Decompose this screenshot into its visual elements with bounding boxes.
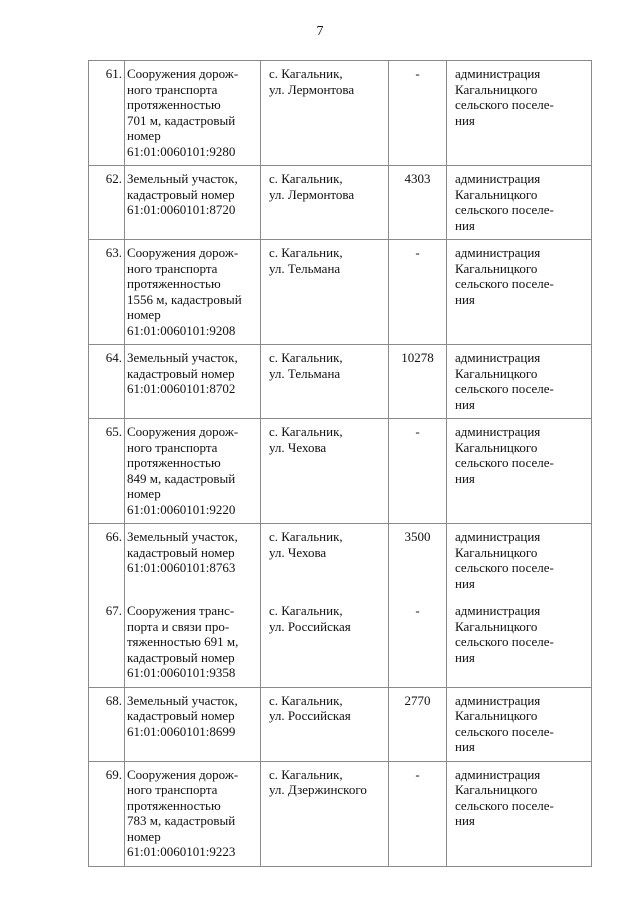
object-owner-line: сельского поселе- <box>455 276 554 291</box>
object-owner <box>447 166 592 240</box>
object-address-line: ул. Лермонтова <box>269 81 355 97</box>
object-address <box>261 524 389 598</box>
object-description-line: 61:01:0060101:9208 <box>127 322 236 338</box>
object-address <box>261 61 389 166</box>
object-address-line: с. Кагальник, <box>269 350 343 365</box>
object-area: 3500 <box>389 524 447 598</box>
object-area: - <box>389 761 447 866</box>
object-description-line: 849 м, кадастровый <box>127 470 236 486</box>
row-number: 69. <box>89 761 125 866</box>
object-owner <box>447 761 592 866</box>
table-row <box>89 61 592 166</box>
object-owner-line: администрация <box>455 245 541 260</box>
object-address-line: с. Кагальник, <box>269 766 343 782</box>
object-owner-line: ния <box>455 575 475 591</box>
object-address <box>261 166 389 240</box>
row-number: 61. <box>89 61 125 166</box>
row-number: 67. <box>89 598 125 688</box>
object-owner <box>447 345 592 419</box>
object-address-line: ул. Российская <box>269 708 351 723</box>
object-address <box>261 761 389 866</box>
object-description-line: протяженностью <box>127 97 221 112</box>
object-area: 2770 <box>389 687 447 761</box>
object-area: - <box>389 598 447 688</box>
object-description <box>125 61 261 166</box>
object-description-line: номер <box>127 307 161 322</box>
object-description-line: Сооружения дорож- <box>127 66 239 81</box>
object-owner-line: сельского поселе- <box>455 455 554 470</box>
object-owner-line: ния <box>455 396 475 412</box>
object-owner-line: администрация <box>455 350 541 365</box>
object-owner-line: ния <box>455 217 475 233</box>
object-description-line: Сооружения дорож- <box>127 766 239 782</box>
object-description-line: 701 м, кадастровый <box>127 112 236 128</box>
object-description-line: 61:01:0060101:9223 <box>127 844 236 859</box>
table-row <box>89 524 592 598</box>
object-description-line: Сооружения дорож- <box>127 424 239 439</box>
object-owner-line: Кагальницкого <box>455 260 538 276</box>
object-owner-line: администрация <box>455 171 541 186</box>
object-description-line: Земельный участок, <box>127 350 238 365</box>
object-address-line: ул. Тельмана <box>269 365 341 381</box>
object-description-line: 61:01:0060101:9220 <box>127 501 236 517</box>
object-address-line: с. Кагальник, <box>269 692 343 708</box>
object-owner <box>447 598 592 688</box>
object-owner-line: Кагальницкого <box>455 81 538 97</box>
object-address-line: ул. Дзержинского <box>269 782 367 797</box>
table-row <box>89 419 592 524</box>
table-row <box>89 166 592 240</box>
object-description-line: номер <box>127 486 161 501</box>
object-address-line: с. Кагальник, <box>269 529 343 544</box>
row-number: 65. <box>89 419 125 524</box>
object-address-line: с. Кагальник, <box>269 603 343 618</box>
object-description-line: протяженностью <box>127 797 221 813</box>
object-area: 10278 <box>389 345 447 419</box>
object-address-line: ул. Чехова <box>269 439 327 455</box>
property-registry-table <box>88 60 592 867</box>
object-address-line: ул. Лермонтова <box>269 186 355 202</box>
object-area: - <box>389 419 447 524</box>
object-owner-line: сельского поселе- <box>455 797 554 813</box>
object-area: - <box>389 240 447 345</box>
object-description-line: 61:01:0060101:8720 <box>127 202 236 217</box>
object-description-line: 61:01:0060101:8699 <box>127 723 236 739</box>
object-owner-line: Кагальницкого <box>455 544 538 560</box>
object-description-line: номер <box>127 828 161 844</box>
object-description-line: Земельный участок, <box>127 692 238 708</box>
object-address <box>261 345 389 419</box>
object-description-line: кадастровый номер <box>127 186 235 202</box>
object-description-line: протяженностью <box>127 455 221 470</box>
object-address <box>261 419 389 524</box>
object-owner-line: сельского поселе- <box>455 381 554 396</box>
object-description-line: ного транспорта <box>127 782 218 797</box>
object-description-line: протяженностью <box>127 276 221 291</box>
object-address-line: ул. Чехова <box>269 544 327 560</box>
table-row <box>89 687 592 761</box>
object-description <box>125 524 261 598</box>
row-number: 68. <box>89 687 125 761</box>
object-description-line: ного транспорта <box>127 81 218 97</box>
table-row <box>89 598 592 688</box>
object-owner-line: сельского поселе- <box>455 723 554 739</box>
row-number: 64. <box>89 345 125 419</box>
object-description <box>125 761 261 866</box>
object-owner-line: Кагальницкого <box>455 618 538 634</box>
object-description <box>125 598 261 688</box>
object-description-line: кадастровый номер <box>127 365 235 381</box>
object-address-line: с. Кагальник, <box>269 245 343 260</box>
object-owner <box>447 419 592 524</box>
object-address-line: ул. Тельмана <box>269 260 341 276</box>
object-owner-line: администрация <box>455 603 541 618</box>
object-area: - <box>389 61 447 166</box>
table-row <box>89 761 592 866</box>
row-number: 62. <box>89 166 125 240</box>
object-area: 4303 <box>389 166 447 240</box>
object-address <box>261 687 389 761</box>
object-description-line: 1556 м, кадастровый <box>127 291 242 307</box>
object-address <box>261 598 389 688</box>
object-owner-line: администрация <box>455 424 541 439</box>
object-address-line: с. Кагальник, <box>269 171 343 186</box>
object-owner <box>447 687 592 761</box>
object-description <box>125 345 261 419</box>
object-description <box>125 240 261 345</box>
object-owner-line: сельского поселе- <box>455 202 554 217</box>
object-address-line: ул. Российская <box>269 618 351 634</box>
object-owner-line: ния <box>455 739 475 754</box>
object-description-line: номер <box>127 128 161 143</box>
object-description-line: ного транспорта <box>127 439 218 455</box>
object-description <box>125 166 261 240</box>
object-owner-line: сельского поселе- <box>455 560 554 575</box>
row-number: 66. <box>89 524 125 598</box>
table-row <box>89 240 592 345</box>
page-number: 7 <box>316 24 324 39</box>
object-owner-line: сельского поселе- <box>455 97 554 112</box>
object-description-line: 61:01:0060101:8763 <box>127 560 236 575</box>
object-owner-line: Кагальницкого <box>455 365 538 381</box>
object-owner-line: ния <box>455 112 475 128</box>
object-owner-line: Кагальницкого <box>455 439 538 455</box>
object-description-line: 61:01:0060101:8702 <box>127 381 236 396</box>
object-description <box>125 419 261 524</box>
object-address <box>261 240 389 345</box>
object-description-line: кадастровый номер <box>127 649 235 665</box>
object-owner-line: Кагальницкого <box>455 782 538 797</box>
object-address-line: с. Кагальник, <box>269 424 343 439</box>
object-owner-line: сельского поселе- <box>455 634 554 649</box>
row-number: 63. <box>89 240 125 345</box>
object-description-line: Сооружения дорож- <box>127 245 239 260</box>
object-description-line: Земельный участок, <box>127 529 238 544</box>
object-owner-line: ния <box>455 649 475 665</box>
object-description-line: Земельный участок, <box>127 171 238 186</box>
object-owner <box>447 524 592 598</box>
object-owner-line: администрация <box>455 66 541 81</box>
object-owner-line: ния <box>455 813 475 828</box>
object-owner-line: администрация <box>455 766 541 782</box>
object-description-line: тяженностью 691 м, <box>127 634 239 649</box>
object-owner-line: ния <box>455 470 475 486</box>
object-description-line: кадастровый номер <box>127 544 235 560</box>
object-address-line: с. Кагальник, <box>269 66 343 81</box>
object-owner <box>447 61 592 166</box>
object-owner <box>447 240 592 345</box>
object-owner-line: ния <box>455 291 475 307</box>
object-description-line: кадастровый номер <box>127 708 235 723</box>
table-row <box>89 345 592 419</box>
object-owner-line: Кагальницкого <box>455 186 538 202</box>
object-description-line: 783 м, кадастровый <box>127 813 236 828</box>
object-description <box>125 687 261 761</box>
object-description-line: порта и связи про- <box>127 618 230 634</box>
object-description-line: Сооружения транс- <box>127 603 235 618</box>
object-owner-line: администрация <box>455 529 541 544</box>
object-description-line: 61:01:0060101:9358 <box>127 665 236 680</box>
object-description-line: ного транспорта <box>127 260 218 276</box>
object-description-line: 61:01:0060101:9280 <box>127 143 236 159</box>
registry-body <box>89 61 592 867</box>
object-owner-line: Кагальницкого <box>455 708 538 723</box>
object-owner-line: администрация <box>455 692 541 708</box>
